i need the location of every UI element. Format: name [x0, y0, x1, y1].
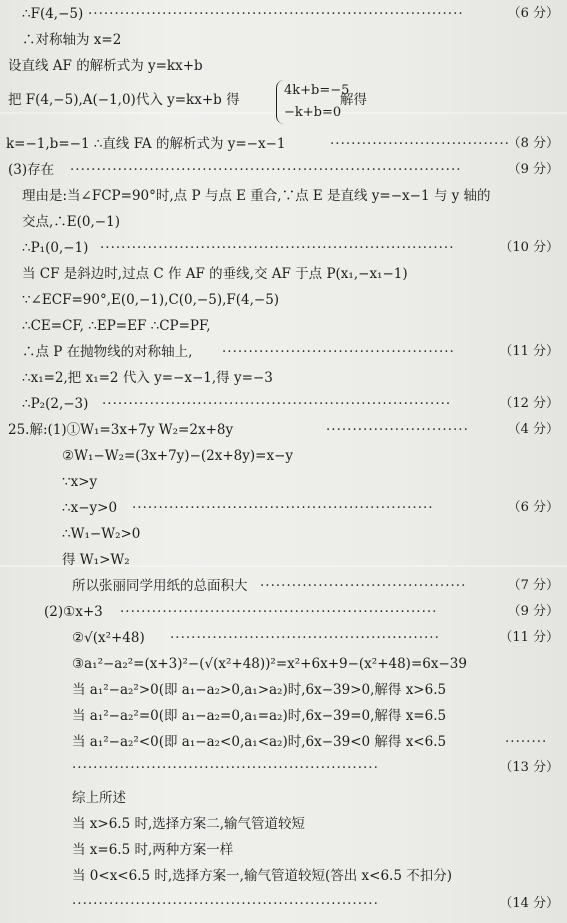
solution-line: [0, 756, 567, 780]
solution-line: ∴F(4,−5) ······································································· （6 分）: [0, 2, 567, 26]
score-label: （13 分）: [499, 760, 559, 775]
leader-dots: ··································································: [102, 396, 452, 412]
leader-dots: ··········································································: [70, 162, 462, 178]
solution-line: 当 a₁²−a₂²>0(即 a₁−a₂>0,a₁>a₂)时,6x−39>0,解得 x>6.5: [72, 682, 447, 698]
score-label: （8 分）: [507, 136, 559, 151]
solution-line: 当 x=6.5 时,两种方案一样: [72, 842, 234, 858]
leader-dots: ···························: [326, 422, 469, 438]
solution-line: 所以张丽同学用纸的总面积大 ······································· （7 分）: [0, 574, 567, 598]
leader-dots: ·······································: [260, 578, 467, 594]
score-label: （10 分）: [499, 240, 559, 255]
solution-line: 当 0<x<6.5 时,选择方案一,输气管道较短(答出 x<6.5 不扣分): [72, 868, 452, 884]
score-label: （14 分）: [499, 896, 559, 911]
leader-dots: ·······································································: [88, 6, 464, 22]
solution-line: 设直线 AF 的解析式为 y=kx+b: [8, 58, 203, 74]
leader-dots: ···································································: [100, 240, 455, 256]
leader-dots: ···················································: [170, 630, 440, 646]
solution-line: ③a₁²−a₂²=(x+3)²−(√(x²+48))²=x²+6x+9−(x²+48)=6x−39: [72, 656, 467, 672]
solution-line: 综上所述: [72, 790, 126, 806]
solution-line: 把 F(4,−5),A(−1,0)代入 y=kx+b 得 解得: [8, 92, 367, 108]
leader-dots: ··························································: [72, 760, 379, 776]
solution-line: ∵∠ECF=90°,E(0,−1),C(0,−5),F(4,−5): [22, 292, 280, 308]
solution-line: 交点,∴E(0,−1): [22, 214, 120, 230]
solution-line: 当 CF 是斜边时,过点 C 作 AF 的垂线,交 AF 于点 P(x₁,−x₁−1): [22, 266, 408, 282]
solution-line: 当 x>6.5 时,选择方案二,输气管道较短: [72, 816, 306, 832]
score-label: （11 分）: [499, 630, 559, 645]
leader-dots: ·························································: [132, 500, 434, 516]
leader-dots: ····························································: [120, 604, 438, 620]
solution-line: k=−1,b=−1 ∴直线 FA 的解析式为 y=−x−1 ·································· （8 分）: [0, 132, 567, 156]
solution-line: 25.解:(1)①W₁=3x+7y W₂=2x+8y ··························· （4 分）: [0, 418, 567, 442]
solution-line: 得 W₁>W₂: [62, 552, 130, 568]
solution-line: ∴对称轴为 x=2: [22, 32, 122, 48]
solution-line: ∴W₁−W₂>0: [62, 526, 141, 542]
leader-dots: ··························································: [72, 896, 379, 912]
solution-line: ∴x−y>0 ························································· （6 分）: [0, 496, 567, 520]
solution-line: ∴CE=CF, ∴EP=EF ∴CP=PF,: [22, 318, 211, 334]
solution-line: ∴P₁(0,−1) ··································································· （10 分）: [0, 236, 567, 260]
solution-line: ∴P₂(2,−3) ·································································· （12 分）: [0, 392, 567, 416]
solution-line: ∴x₁=2,把 x₁=2 代入 y=−x−1,得 y=−3: [22, 370, 273, 386]
score-label: （12 分）: [499, 396, 559, 411]
solution-line: ②W₁−W₂=(3x+7y)−(2x+8y)=x−y: [62, 448, 294, 464]
solution-line: 理由是:当∠FCP=90°时,点 P 与点 E 重合,∵点 E 是直线 y=−x−1 与 y 轴的: [22, 188, 491, 204]
score-label: （7 分）: [507, 578, 559, 593]
solution-line: (3)存在 ·········································································· （9 分）: [0, 158, 567, 182]
score-label: （9 分）: [507, 604, 559, 619]
score-label: （6 分）: [507, 6, 559, 21]
leader-dots: ············································: [222, 344, 455, 360]
equation-system-row: −k+b=0: [284, 105, 342, 120]
leader-dots: ········: [505, 734, 548, 750]
score-label: （9 分）: [507, 162, 559, 177]
solution-line: 当 a₁²−a₂²=0(即 a₁−a₂=0,a₁=a₂)时,6x−39=0,解得 x=6.5: [72, 708, 447, 724]
solution-line: ∵x>y: [62, 474, 98, 490]
solution-line: [0, 892, 567, 916]
score-label: （11 分）: [499, 344, 559, 359]
score-label: （4 分）: [507, 422, 559, 437]
solution-line: ∴点 P 在抛物线的对称轴上, ············································ （11 分）: [0, 340, 567, 364]
solution-line: ②√(x²+48) ··················································· （11 分）: [0, 626, 567, 650]
score-label: （6 分）: [507, 500, 559, 515]
solution-line: 当 a₁²−a₂²<0(即 a₁−a₂<0,a₁<a₂)时,6x−39<0 解得 x<6.5 ········: [0, 730, 567, 754]
equation-system-row: 4k+b=−5: [284, 83, 350, 98]
leader-dots: ··································: [330, 136, 510, 152]
solution-line: (2)①x+3 ···························································· （9 分）: [0, 600, 567, 624]
